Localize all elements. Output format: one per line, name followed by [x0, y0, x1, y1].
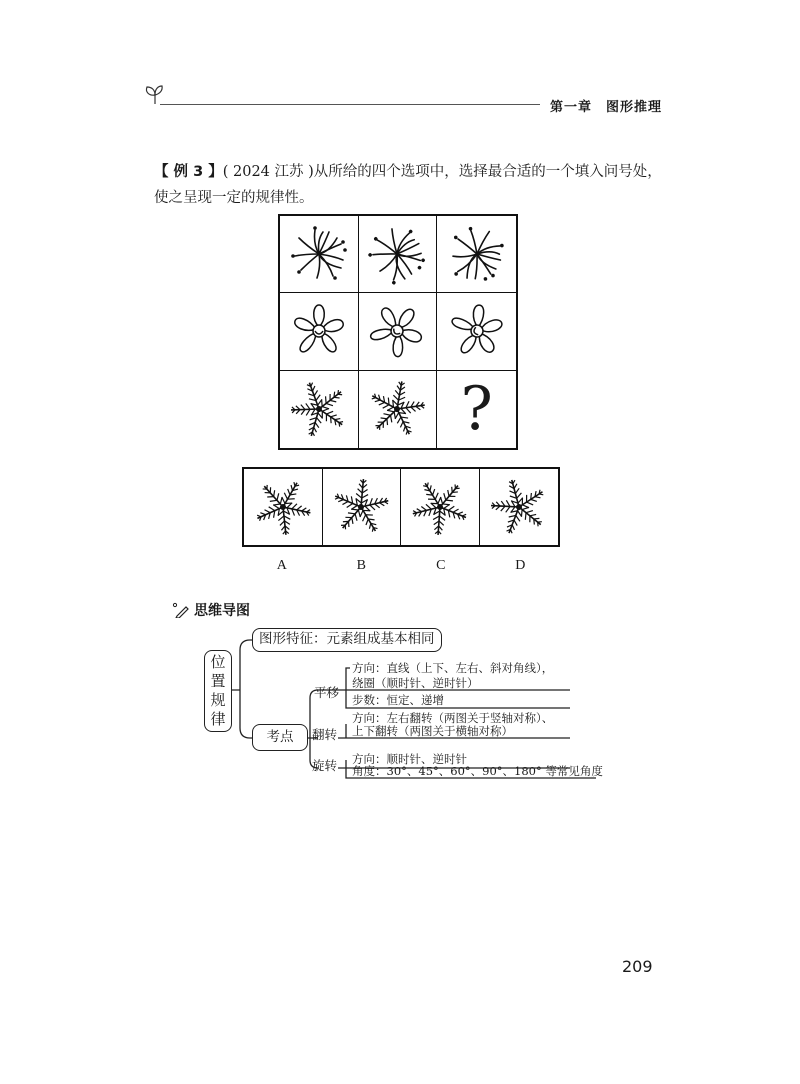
example-label: 【 例 3 】	[154, 164, 223, 180]
grid-cell	[359, 216, 438, 293]
page-number: 209	[622, 957, 653, 976]
option-label[interactable]: B	[356, 558, 366, 573]
option-labels	[242, 558, 560, 574]
grid-cell	[280, 371, 359, 448]
sprout-icon	[143, 84, 167, 106]
topic-label: 图形推理	[606, 100, 663, 115]
mindmap-heading	[172, 600, 250, 620]
root-char: 置	[210, 672, 226, 690]
option-b-figure[interactable]	[323, 469, 402, 545]
header-divider	[160, 104, 540, 105]
fanzhuan-line-1: 方向：左右翻转（两图关于竖轴对称）、	[352, 711, 554, 725]
flower-figure	[365, 299, 429, 363]
burst-figure	[287, 222, 351, 286]
grid-cell	[280, 216, 359, 293]
option-label[interactable]: D	[515, 558, 526, 573]
burst-figure	[445, 222, 509, 286]
flower-figure	[287, 299, 351, 363]
header-title	[550, 96, 676, 115]
grid-cell	[280, 293, 359, 370]
root-char: 规	[210, 691, 226, 709]
burst-figure	[365, 222, 429, 286]
grid-cell-question	[437, 371, 516, 448]
option-c-figure[interactable]	[401, 469, 480, 545]
question-body: 从所给的四个选项中，选择最合适的一个填入问号处，使之呈现一定的规律性。	[154, 164, 662, 206]
fern-figure	[286, 376, 352, 442]
option-label[interactable]: C	[436, 558, 446, 573]
grid-cell	[359, 293, 438, 370]
root-char: 律	[210, 710, 226, 728]
fern-figure	[407, 474, 473, 540]
root-char: 位	[210, 653, 226, 671]
chapter-label: 第一章	[550, 100, 593, 115]
flower-figure	[445, 299, 509, 363]
fern-figure	[486, 474, 552, 540]
question-source: ( 2024 江苏 )	[222, 164, 314, 180]
grid-cell	[359, 371, 438, 448]
xuanzhuan-direction: 方向：顺时针、逆时针	[352, 752, 467, 766]
pingyi-steps: 步数：恒定、递增	[352, 693, 444, 707]
grid-cell	[437, 216, 516, 293]
xuanzhuan-label: 旋转	[312, 758, 338, 773]
kaodian-node: 考点	[252, 724, 308, 751]
pingyi-label: 平移	[314, 685, 340, 700]
pingyi-direction-1: 方向：直线（上下、左右、斜对角线），	[352, 661, 554, 675]
pingyi-direction-2: 绕圈（顺时针、逆时针）	[352, 676, 479, 690]
question-text	[154, 159, 664, 211]
question-mark: ?	[460, 374, 493, 445]
mindmap-root	[204, 650, 232, 732]
mindmap-title: 思维导图	[194, 603, 250, 619]
xuanzhuan-angle: 角度：30°、45°、60°、90°、180° 等常见角度	[352, 764, 603, 778]
fern-figure	[364, 376, 430, 442]
answer-options	[242, 467, 560, 547]
fanzhuan-label: 翻转	[312, 727, 338, 742]
fanzhuan-line-2: 上下翻转（两图关于横轴对称）	[352, 724, 513, 738]
fern-figure	[328, 474, 394, 540]
option-label[interactable]: A	[276, 558, 287, 573]
pencil-icon	[172, 602, 190, 618]
option-a-figure[interactable]	[244, 469, 323, 545]
feature-node: 图形特征：元素组成基本相同	[252, 628, 442, 652]
fern-figure	[250, 474, 316, 540]
puzzle-grid	[278, 214, 518, 450]
option-d-figure[interactable]	[480, 469, 559, 545]
grid-cell	[437, 293, 516, 370]
